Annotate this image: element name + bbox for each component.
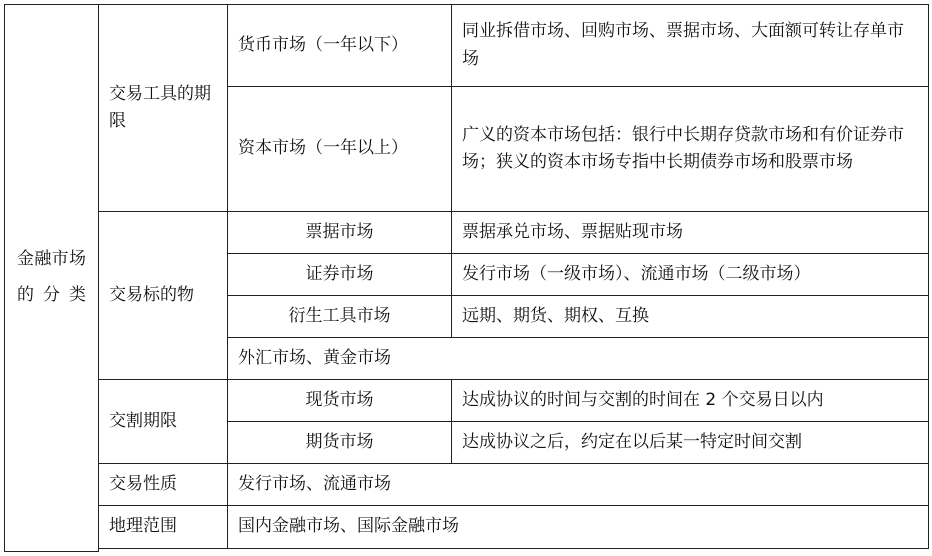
securities-market-desc: 发行市场（一级市场）、流通市场（二级市场）	[452, 254, 929, 296]
geography-desc: 国内金融市场、国际金融市场	[228, 506, 929, 549]
money-market-name: 货币市场（一年以下）	[228, 5, 452, 87]
category-underlying: 交易标的物	[99, 212, 228, 380]
bill-market-name: 票据市场	[228, 212, 452, 254]
spot-market-desc: 达成协议的时间与交割的时间在 2 个交易日以内	[452, 380, 929, 422]
securities-market-name: 证券市场	[228, 254, 452, 296]
spot-market-name: 现货市场	[228, 380, 452, 422]
money-market-desc: 同业拆借市场、回购市场、票据市场、大面额可转让存单市场	[452, 5, 929, 87]
category-geography: 地理范围	[99, 506, 228, 549]
category-delivery: 交割期限	[99, 380, 228, 464]
category-tool-term: 交易工具的期限	[99, 5, 228, 212]
futures-market-name: 期货市场	[228, 422, 452, 464]
financial-market-classification-table	[4, 4, 929, 552]
fx-gold-market: 外汇市场、黄金市场	[228, 338, 929, 380]
bill-market-desc: 票据承兑市场、票据贴现市场	[452, 212, 929, 254]
nature-desc: 发行市场、流通市场	[228, 464, 929, 506]
category-nature: 交易性质	[99, 464, 228, 506]
derivatives-market-desc: 远期、期货、期权、互换	[452, 296, 929, 338]
capital-market-name: 资本市场（一年以上）	[228, 87, 452, 212]
capital-market-desc: 广义的资本市场包括：银行中长期存贷款市场和有价证券市场；狭义的资本市场专指中长期债券市场和股票市场	[452, 87, 929, 212]
futures-market-desc: 达成协议之后，约定在以后某一特定时间交割	[452, 422, 929, 464]
root-category: 金融市场的分类	[5, 5, 99, 552]
derivatives-market-name: 衍生工具市场	[228, 296, 452, 338]
